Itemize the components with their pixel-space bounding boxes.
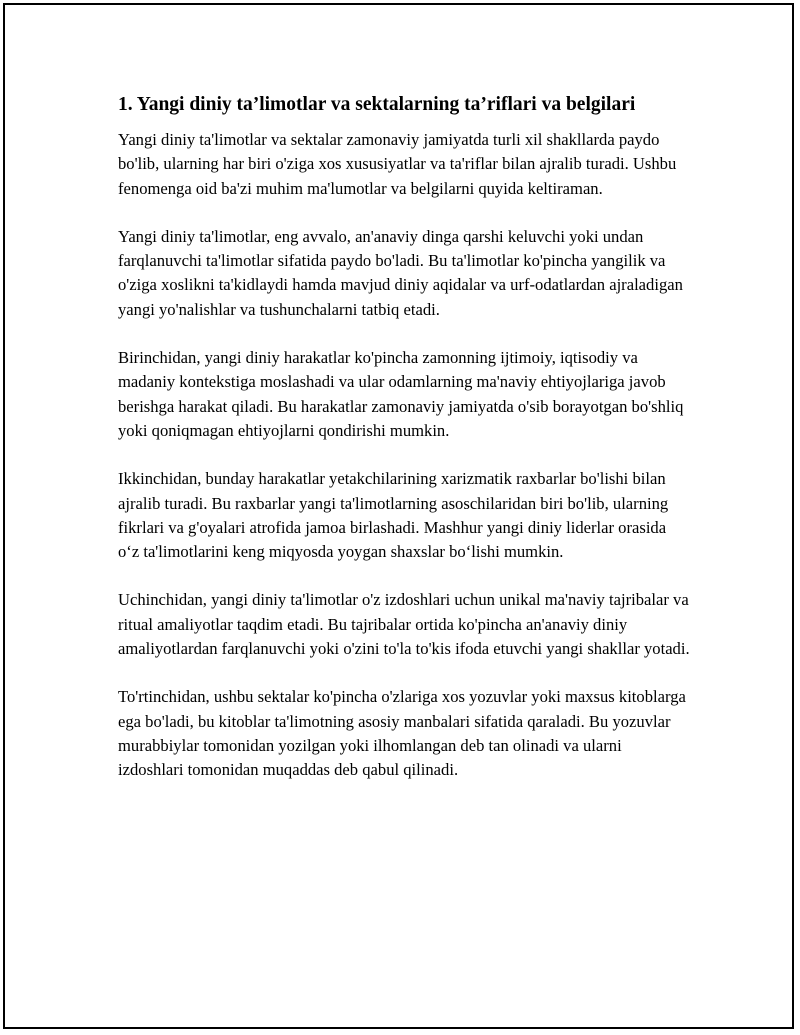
paragraph-first-point: Birinchidan, yangi diniy harakatlar ko'pincha zamonning ijtimoiy, iqtisodiy va madaniy kontekstiga moslashadi va ular odamlarning ma'naviy ehtiyojlariga javob berishga harakat qiladi. Bu harakatlar zamonaviy jamiyatda o'sib borayotgan bo'shliq yoki qoniqmagan ehtiyojlarni qondirishi mumkin. — [118, 348, 684, 440]
paragraph-third-point: Uchinchidan, yangi diniy ta'limotlar o'z izdoshlari uchun unikal ma'naviy tajribalar va ritual amaliyotlar taqdim etadi. Bu tajribalar ortida ko'pincha an'anaviy diniy amaliyotlardan farqlanuvchi yoki o'zini to'la to'kis ifoda etuvchi yangi shakllar yotadi. — [118, 590, 690, 659]
paragraph-definition: Yangi diniy ta'limotlar, eng avvalo, an'anaviy dinga qarshi keluvchi yoki undan farqlanuvchi ta'limotlar sifatida paydo bo'ladi. Bu ta'limotlar ko'pincha yangilik va o'ziga xoslikni ta'kidlaydi hamda mavjud diniy aqidalar va urf-odatlardan ajraladigan yangi yo'nalishlar va tushunchalarni tatbiq etadi. — [118, 226, 683, 319]
section-heading: 1. Yangi diniy ta’limotlar va sektalarning ta’riflari va belgilari — [118, 94, 636, 115]
paragraph-second-point: Ikkinchidan, bunday harakatlar yetakchilarining xarizmatik raxbarlar bo'lishi bilan ajralib turadi. Bu raxbarlar yangi ta'limotlarning asoschilaridan biri bo'lib, ularning fikrlari va g'oyalari atrofida jamoa birlashadi. Mashhur yangi diniy liderlar orasida o‘z ta'limotlarini keng miqyosda yoygan shaxslar bo‘lishi mumkin. — [118, 469, 669, 562]
paragraph-fourth-point: To'rtinchidan, ushbu sektalar ko'pincha o'zlariga xos yozuvlar yoki maxsus kitoblarga ega bo'ladi, bu kitoblar ta'limotning asosiy manbalari sifatida qaraladi. Bu yozuvlar murabbiylar tomonidan yozilgan yoki ilhomlangan deb tan olinadi va ularni izdoshlari tomonidan muqaddas deb qabul qilinadi. — [118, 687, 686, 780]
paragraph-intro: Yangi diniy ta'limotlar va sektalar zamonaviy jamiyatda turli xil shakllarda paydo bo'lib, ularning har biri o'ziga xos xususiyatlar va ta'riflar bilan ajralib turadi. Ushbu fenomenga oid ba'zi muhim ma'lumotlar va belgilarni quyida keltiraman. — [118, 130, 677, 198]
document-body — [118, 92, 690, 807]
